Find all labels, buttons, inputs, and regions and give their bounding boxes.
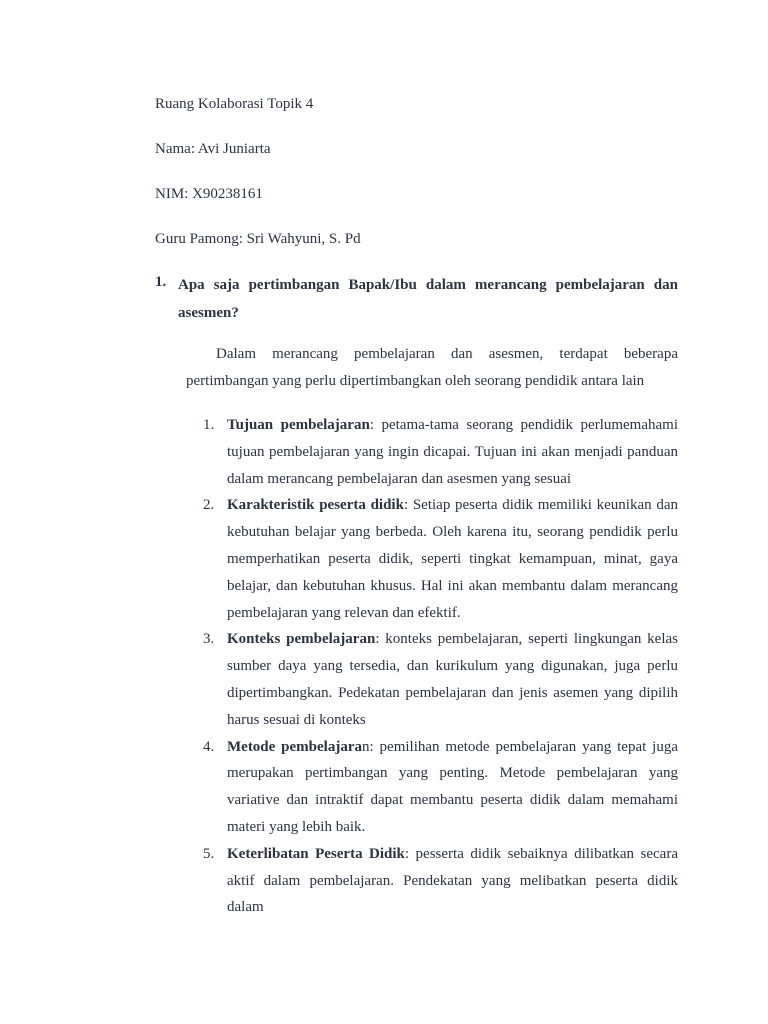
list-item-body	[227, 734, 678, 841]
considerations-list	[198, 412, 678, 921]
list-item-body	[227, 492, 678, 626]
list-item-number: 1.	[203, 417, 215, 433]
list-item	[198, 492, 678, 626]
list-item-body	[227, 841, 678, 921]
intro-paragraph: Dalam merancang pembelajaran dan asesmen, terdapat beberapa pertimbangan yang perlu dipertimbangkan oleh seorang pendidik antara lain	[186, 346, 678, 389]
list-item-body	[227, 412, 678, 492]
question-number: 1.	[155, 274, 167, 290]
list-item-description: : konteks pembelajaran, seperti lingkungan kelas sumber daya yang tersedia, dan kurikulum yang digunakan, juga perlu dipertimbangkan. Pedekatan pembelajaran dan jenis asemen yang dipilih harus sesuai di konteks	[227, 631, 678, 728]
list-item-description: : Setiap peserta didik memiliki keunikan dan kebutuhan belajar yang berbeda. Oleh karena itu, seorang pendidik perlu memperhatikan peserta didik, seperti tingkat kemampuan, minat, gaya belajar, dan kebutuhan khusus. Hal ini akan membantu dalam merancang pembelajaran yang relevan dan efektif.	[227, 497, 678, 621]
list-item-description: : pesserta didik sebaiknya dilibatkan secara aktif dalam pembelajaran. Pendekatan yang melibatkan peserta didik dalam	[227, 845, 678, 916]
list-item-number: 4.	[203, 738, 215, 755]
list-item-number: 3.	[203, 631, 215, 648]
list-item	[198, 626, 678, 733]
list-item-term-suffix: n	[362, 738, 370, 755]
list-item-description: : pemilihan metode pembelajaran yang tepat juga merupakan pertimbangan yang penting. Metode pembelajaran yang variative dan intraktif dapat membantu peserta didik dalam memahami materi yang lebih baik.	[227, 738, 678, 835]
student-nim: NIM: X90238161	[155, 186, 263, 202]
list-item-term: Metode pembelajara	[227, 738, 363, 755]
list-item-term: Karakteristik peserta didik	[227, 497, 404, 514]
list-item-number: 5.	[203, 845, 215, 862]
list-item	[198, 841, 678, 921]
list-item-term: Tujuan pembelajaran	[227, 417, 370, 433]
question-text: Apa saja pertimbangan Bapak/Ibu dalam merancang pembelajaran dan asesmen?	[178, 277, 678, 321]
document-title: Ruang Kolaborasi Topik 4	[155, 96, 314, 112]
list-item	[198, 734, 678, 841]
list-item-description: : petama-tama seorang pendidik perlumemahami tujuan pembelajaran yang ingin dicapai. Tujuan ini akan menjadi panduan dalam merancang pembelajaran dan asesmen yang sesuai	[227, 417, 679, 487]
question-heading	[155, 271, 678, 327]
mentor-name: Guru Pamong: Sri Wahyuni, S. Pd	[155, 231, 361, 247]
list-item-body	[227, 626, 678, 733]
student-name: Nama: Avi Juniarta	[155, 141, 271, 157]
list-item	[198, 412, 678, 492]
list-item-term: Keterlibatan Peserta Didik	[227, 845, 405, 862]
list-item-number: 2.	[203, 497, 215, 514]
list-item-term: Konteks pembelajaran	[227, 631, 376, 648]
